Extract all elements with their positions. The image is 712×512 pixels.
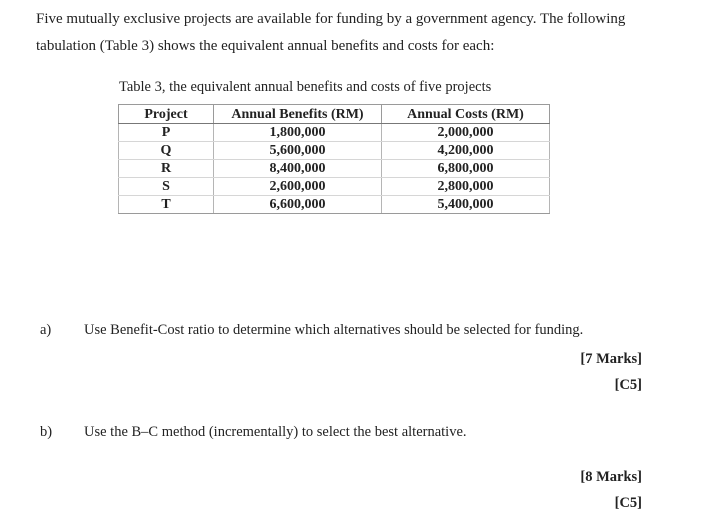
table-row xyxy=(119,160,550,178)
question-a-text: Use Benefit-Cost ratio to determine which alternatives should be selected for funding. xyxy=(84,322,584,338)
table-row xyxy=(119,142,550,160)
cell-benefit: 8,400,000 xyxy=(214,160,382,178)
cell-project: R xyxy=(119,160,214,178)
table-caption: Table 3, the equivalent annual benefits and costs of five projects xyxy=(119,79,492,95)
intro-line-1: Five mutually exclusive projects are available for funding by a government agency. The following xyxy=(36,11,626,27)
table-row xyxy=(119,178,550,196)
question-b-label: b) xyxy=(40,424,53,440)
table-header-row xyxy=(119,105,550,124)
cell-cost: 5,400,000 xyxy=(382,196,550,214)
intro-paragraph xyxy=(36,6,676,60)
cell-benefit: 2,600,000 xyxy=(214,178,382,196)
question-a-label: a) xyxy=(40,322,52,338)
question-a-clo: [C5] xyxy=(614,377,642,393)
cell-benefit: 5,600,000 xyxy=(214,142,382,160)
header-annual-costs: Annual Costs (RM) xyxy=(382,105,550,124)
intro-line-2: tabulation (Table 3) shows the equivalent annual benefits and costs for each: xyxy=(36,38,495,54)
cell-benefit: 1,800,000 xyxy=(214,124,382,142)
cell-project: Q xyxy=(119,142,214,160)
header-annual-benefits: Annual Benefits (RM) xyxy=(214,105,382,124)
question-b-text: Use the B–C method (incrementally) to select the best alternative. xyxy=(84,424,467,440)
benefits-costs-table xyxy=(118,104,550,214)
header-project: Project xyxy=(119,105,214,124)
table-row xyxy=(119,124,550,142)
cell-benefit: 6,600,000 xyxy=(214,196,382,214)
cell-project: S xyxy=(119,178,214,196)
question-a-marks: [7 Marks] xyxy=(580,351,642,367)
cell-cost: 6,800,000 xyxy=(382,160,550,178)
cell-cost: 4,200,000 xyxy=(382,142,550,160)
cell-cost: 2,000,000 xyxy=(382,124,550,142)
table-row xyxy=(119,196,550,214)
question-b-clo: [C5] xyxy=(614,495,642,511)
cell-cost: 2,800,000 xyxy=(382,178,550,196)
question-b-marks: [8 Marks] xyxy=(580,469,642,485)
cell-project: P xyxy=(119,124,214,142)
cell-project: T xyxy=(119,196,214,214)
